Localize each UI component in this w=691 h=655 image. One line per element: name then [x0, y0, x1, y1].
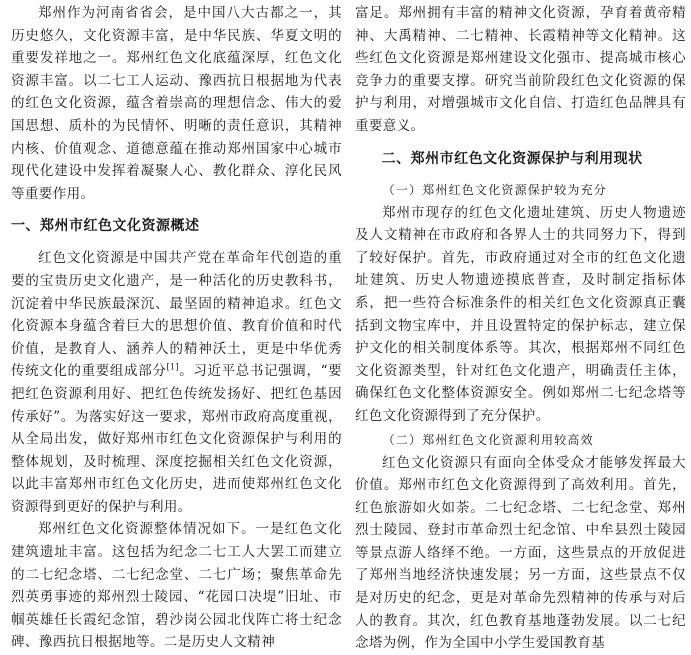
subsection-heading-utilization: （二）郑州红色文化资源利用较高效: [382, 432, 594, 447]
overview-text-a: 红色文化资源是中国共产党在革命年代创造的重要的宝贵历史文化遗产，是一种活化的历史教科书，沉淀着中华民族最深沉、最坚固的精神追求。红色文化资源本身蕴含着巨大的思想价值、教育价值和时代价值，是教育人、涵养人的精神沃土，更是中华优秀传统文化的重要组成部分: [11, 250, 342, 380]
left-column: [11, 0, 343, 651]
citation-ref: [1]: [166, 362, 180, 372]
right-column: [355, 0, 686, 652]
overview-text-b: 。习近平总书记强调，“要把红色资源利用好、把红色传统发扬好、把红色基因传承好”。为落实好这一要求，郑州市政府高度重视，从全局出发，做好郑州市红色文化资源保护与利用的整体规划，及时梳理、深度挖掘相关红色文化资源，以此丰富郑州市红色文化历史，进而使郑州红色文化资源得到更好的保护与利用。: [11, 363, 343, 515]
overview-paragraph-2: 郑州红色文化资源整体情况如下。一是红色文化建筑遗址丰富。这包括为纪念二七工人大罢工而建立的二七纪念塔、二七纪念堂、二七广场；聚焦革命先烈英勇事迹的郑州烈士陵园、“花园口决堤”旧址、市帼英雄任长霞纪念馆，碧沙岗公园北伐阵亡将士纪念碑、豫西抗日根据地等。二是历史人文精神: [11, 521, 342, 651]
utilization-paragraph: 红色文化资源只有面向全体受众才能够发挥最大价值。郑州市红色文化资源得到了高效利用。首先，红色旅游如火如荼。二七纪念塔、二七纪念堂、郑州烈士陵园、登封市革命烈士纪念馆、中牟县烈士陵园等景点游人络绎不绝。一方面，这些景点的开放促进了郑州当地经济快速发展；另一方面，这些景点不仅是对历史的纪念，更是对革命先烈精神的传承与对后人的教育。其次，红色教育基地蓬勃发展。以二七纪念塔为例，作为全国中小学生爱国教育基: [355, 454, 686, 652]
section-heading-status: 二、郑州市红色文化资源保护与利用现状: [381, 150, 643, 167]
continued-paragraph: 富足。郑州拥有丰富的精神文化资源，孕育着黄帝精神、大禹精神、二七精神、长霞精神等文化精神。这些红色文化资源是郑州建设文化强市、提高城市核心竞争力的重要支撑。研究当前阶段红色文化资源的保护与利用，对增强城市文化自信、打造红色品牌具有重要意义。: [355, 5, 686, 134]
intro-paragraph: 郑州作为河南省省会，是中国八大古都之一，其历史悠久，文化资源丰富，是中华民族、华夏文明的重要发祥地之一。郑州红色文化底蕴深厚，红色文化资源丰富。以二七工人运动、豫西抗日根据地为代表的红色文化资源，蕴含着崇高的理想信念、伟大的爱国思想、质朴的为民情怀、明晰的责任意识，其精神内核、价值观念、道德意蕴在推动郑州国家中心城市现代化建设中发挥着凝聚人心、教化群众、淳化民风等重要作用。: [11, 5, 342, 202]
subsection-heading-protection: （一）郑州红色文化资源保护较为充分: [382, 182, 607, 197]
section-heading-overview: 一、郑州市红色文化资源概述: [11, 218, 200, 235]
overview-paragraph-1: [11, 247, 342, 518]
protection-paragraph: 郑州市现存的红色文化遗址建筑、历史人物遗迹及人文精神在市政府和各界人士的共同努力下，得到了较好保护。首先，市政府通过对全市的红色文化遗址建筑、历史人物遗迹摸底普查，及时制定指标体系，把一些符合标准条件的相关红色文化资源真正囊括到文物宝库中，并且设置特定的保护标志，建立保护文化的相关制度体系等。其次，根据郑州不同红色文化资源类型，针对红色文化遗产，明确责任主体，确保红色文化整体资源安全。例如郑州二七纪念塔等红色文化资源得到了充分保护。: [355, 204, 686, 424]
